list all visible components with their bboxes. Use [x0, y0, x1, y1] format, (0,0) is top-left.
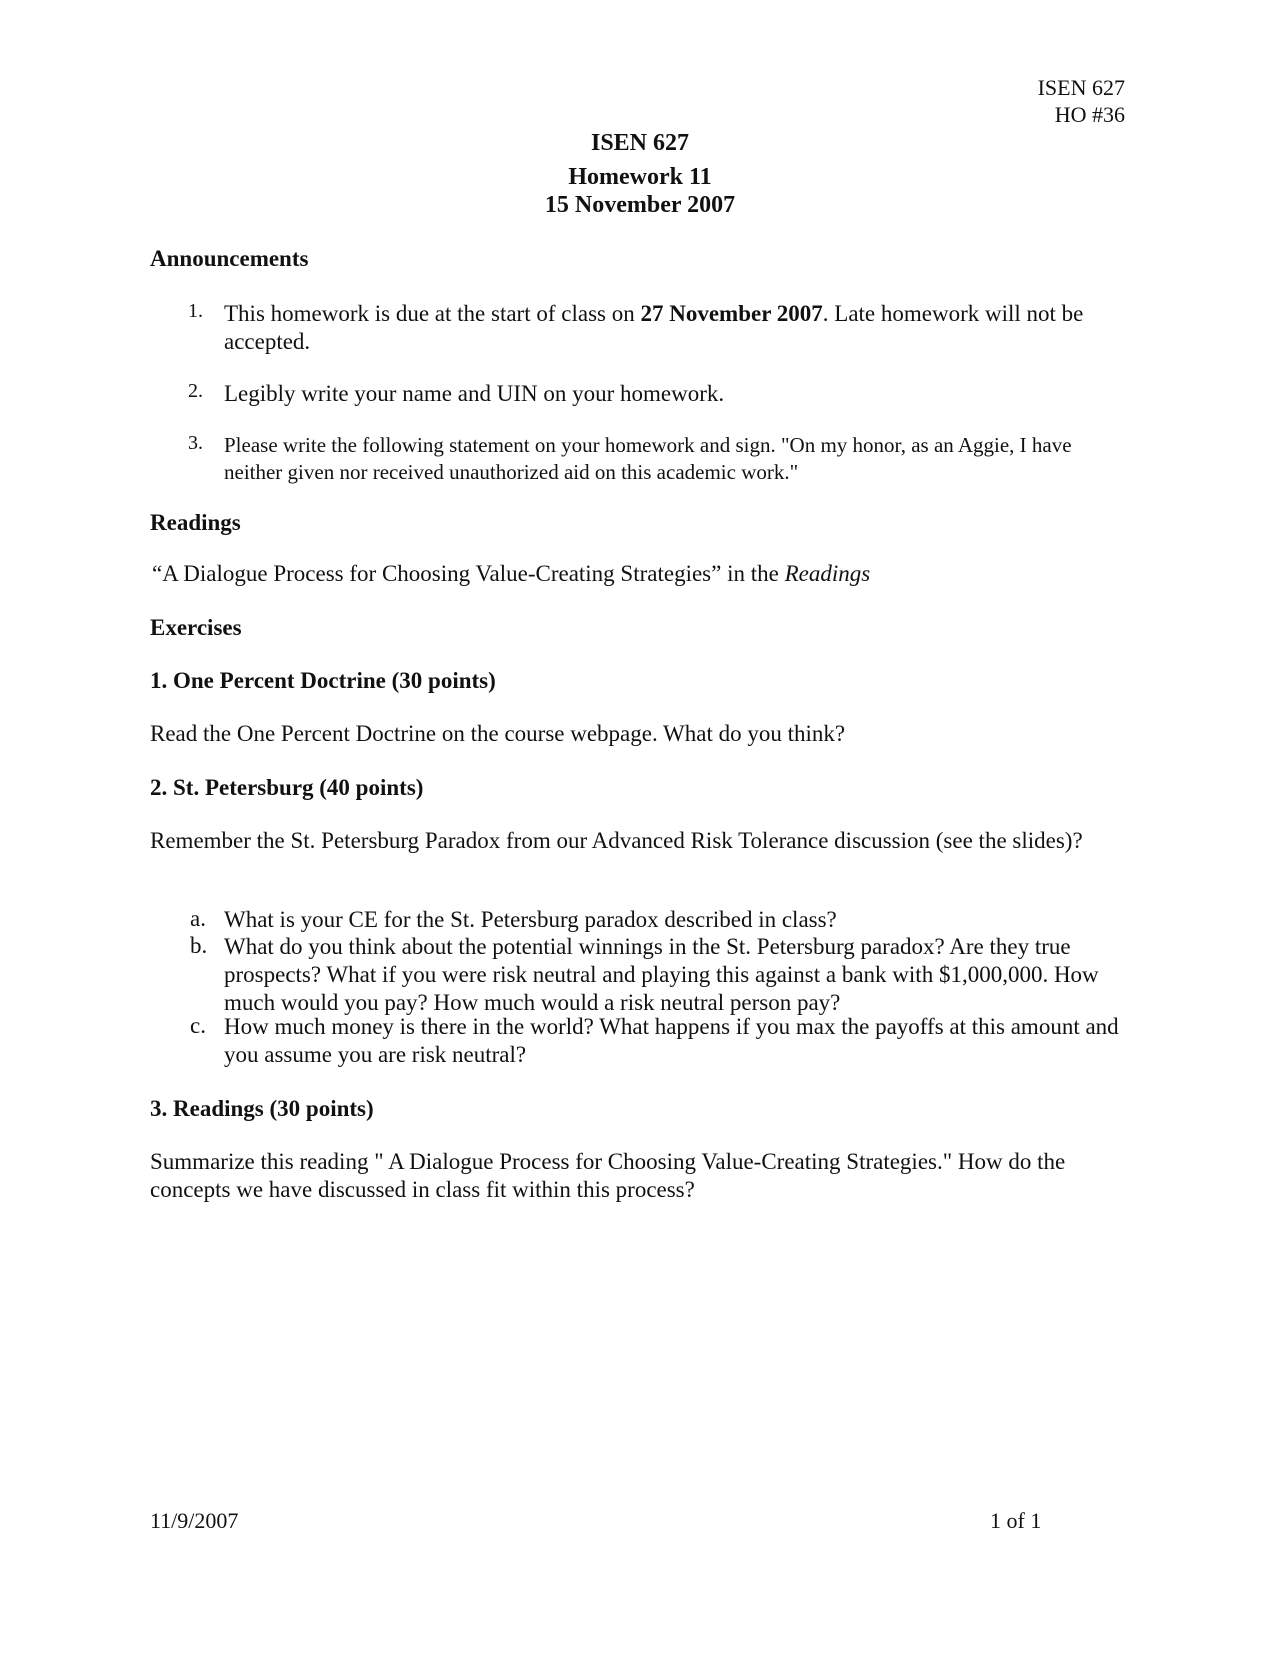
exercise-1-text: Read the One Percent Doctrine on the course webpage. What do you think?	[150, 721, 846, 746]
readings-heading: Readings	[150, 510, 241, 535]
readings-text-part: “A Dialogue Process for Choosing Value-Creating Strategies” in the	[152, 561, 785, 586]
exercise-1-heading: 1. One Percent Doctrine (30 points)	[150, 668, 496, 693]
title-date: 15 November 2007	[544, 192, 736, 218]
readings-text	[152, 560, 1132, 588]
announcement-number: 1.	[188, 300, 203, 322]
item-letter: a.	[190, 906, 206, 931]
exercise-3-heading: 3. Readings (30 points)	[150, 1096, 374, 1121]
announcement-text-part: . Late homework will not be accepted.	[224, 301, 1084, 354]
corner-handout: HO #36	[1054, 102, 1125, 127]
item-text: How much money is there in the world? What happens if you max the payoffs at this amount and you assume you are risk neutral?	[224, 1014, 1119, 1067]
announcement-text: Please write the following statement on your homework and sign. "On my honor, as an Aggie, I have neither given nor received unauthorized aid on this academic work."	[224, 433, 1072, 484]
item-text: What is your CE for the St. Petersburg paradox described in class?	[224, 907, 837, 932]
exercise-3-text: Summarize this reading " A Dialogue Process for Choosing Value-Creating Strategies." How do the concepts we have discussed in class fit within this process?	[150, 1149, 1066, 1202]
announcement-text-part: This homework is due at the start of class on	[224, 301, 641, 326]
due-date: 27 November 2007	[640, 301, 823, 326]
corner-course: ISEN 627	[1037, 75, 1125, 100]
exercises-heading: Exercises	[150, 615, 242, 640]
announcement-number: 2.	[188, 380, 203, 402]
readings-italic: Readings	[784, 561, 871, 586]
item-letter: b.	[190, 933, 208, 958]
announcement-number: 3.	[188, 432, 203, 454]
announcements-heading: Announcements	[150, 246, 309, 271]
announcement-text	[224, 300, 1124, 356]
corner-header	[1038, 74, 1125, 128]
title-course: ISEN 627	[590, 130, 690, 156]
item-letter: c.	[190, 1013, 206, 1038]
footer-date: 11/9/2007	[150, 1508, 239, 1533]
title-assignment: Homework 11	[568, 164, 712, 190]
footer-page: 1 of 1	[990, 1508, 1042, 1533]
announcement-text: Legibly write your name and UIN on your homework.	[224, 381, 725, 406]
exercise-2-heading: 2. St. Petersburg (40 points)	[150, 775, 424, 800]
item-text: What do you think about the potential winnings in the St. Petersburg paradox? Are they true prospects? What if you were risk neutral and playing this against a bank with $1,000,000. How much would you pay? How much would a risk neutral person pay?	[224, 934, 1099, 1015]
exercise-2-text: Remember the St. Petersburg Paradox from our Advanced Risk Tolerance discussion (see the slides)?	[150, 828, 1083, 853]
